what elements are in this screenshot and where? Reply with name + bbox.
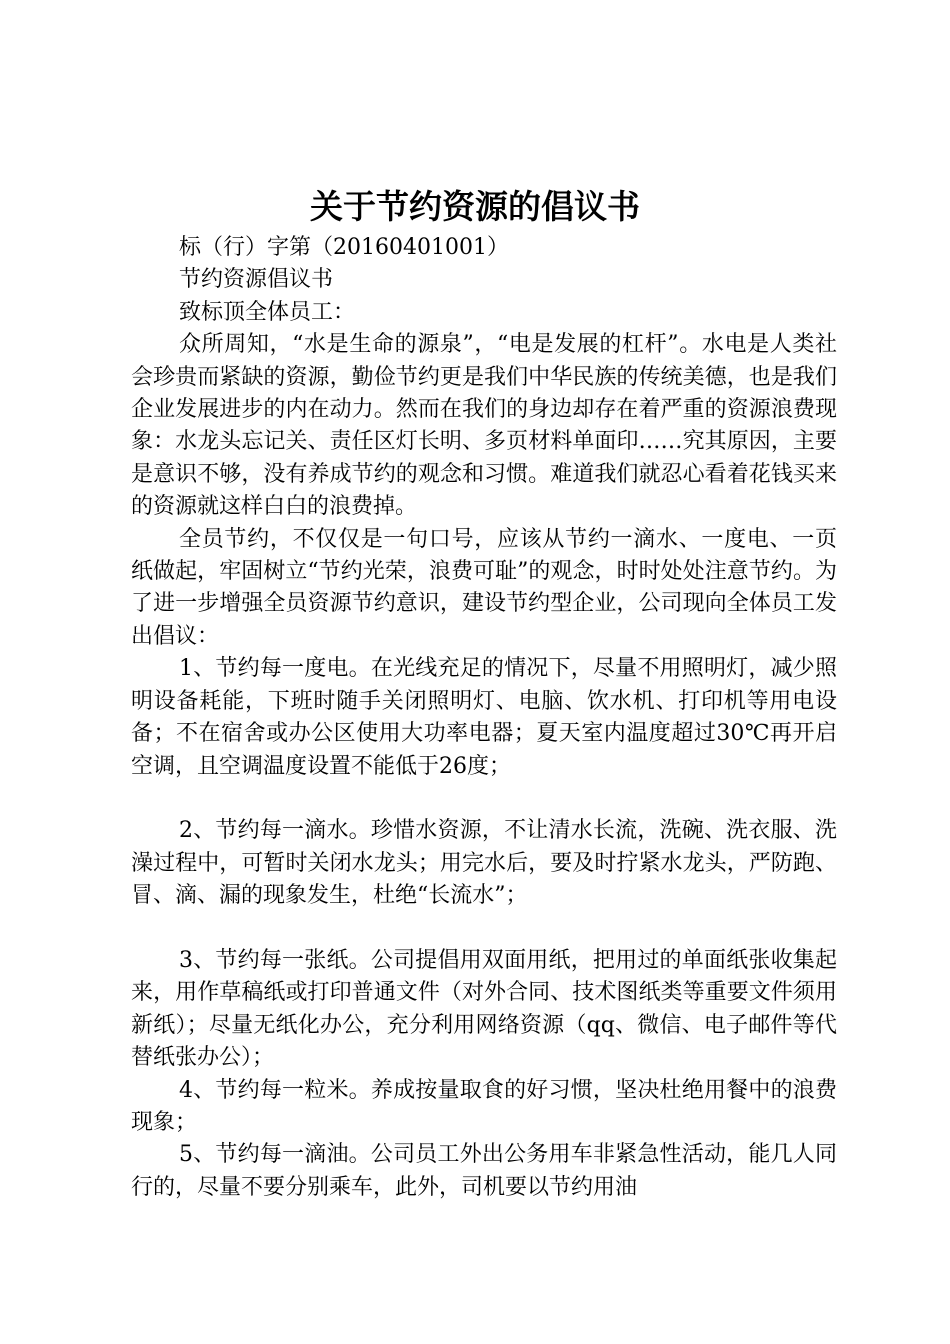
proposal-item: 1、节约每一度电。在光线充足的情况下，尽量不用照明灯，减少照明设备耗能，下班时随手关闭照明灯、电脑、饮水机、打印机等用电设备；不在宿舍或办公区使用大功率电器；夏天室内温度超过30℃再开启空调，且空调温度设置不能低于26度； (131, 656, 837, 779)
body-paragraph: 全员节约，不仅仅是一句口号，应该从节约一滴水、一度电、一页纸做起，牢固树立“节约光荣，浪费可耻”的观念，时时处处注意节约。为了进一步增强全员资源节约意识，建设节约型企业，公司现向全体员工发出倡议： (131, 526, 837, 649)
document-title: 关于节约资源的倡议书 (310, 187, 640, 226)
document-body (131, 232, 837, 1204)
proposal-item: 3、节约每一张纸。公司提倡用双面用纸，把用过的单面纸张收集起来，用作草稿纸或打印普通文件（对外合同、技术图纸类等重要文件须用新纸）；尽量无纸化办公，充分利用网络资源（qq、微信、电子邮件等代替纸张办公）； (131, 947, 837, 1071)
body-paragraph: 众所周知，“水是生命的源泉”，“电是发展的杠杆”。水电是人类社会珍贵而紧缺的资源，勤俭节约更是我们中华民族的传统美德，也是我们企业发展进步的内在动力。然而在我们的身边却存在着严重的资源浪费现象：水龙头忘记关、责任区灯长明、多页材料单面印……究其原因，主要是意识不够，没有养成节约的观念和习惯。难道我们就忍心看着花钱买来的资源就这样白白的浪费掉。 (131, 332, 837, 520)
reference-number: 标（行）字第（20160401001） (179, 235, 509, 260)
salutation: 致标顶全体员工： (179, 299, 356, 325)
proposal-item: 2、节约每一滴水。珍惜水资源，不让清水长流，洗碗、洗衣服、洗澡过程中，可暂时关闭水龙头；用完水后，要及时拧紧水龙头，严防跑、冒、滴、漏的现象发生，杜绝“长流水”； (131, 818, 837, 909)
proposal-item: 4、节约每一粒米。养成按量取食的好习惯，坚决杜绝用餐中的浪费现象； (131, 1077, 837, 1135)
proposal-item: 5、节约每一滴油。公司员工外出公务用车非紧急性活动，能几人同行的，尽量不要分别乘车，此外，司机要以节约用油 (131, 1142, 837, 1200)
document-subtitle: 节约资源倡议书 (179, 267, 334, 293)
